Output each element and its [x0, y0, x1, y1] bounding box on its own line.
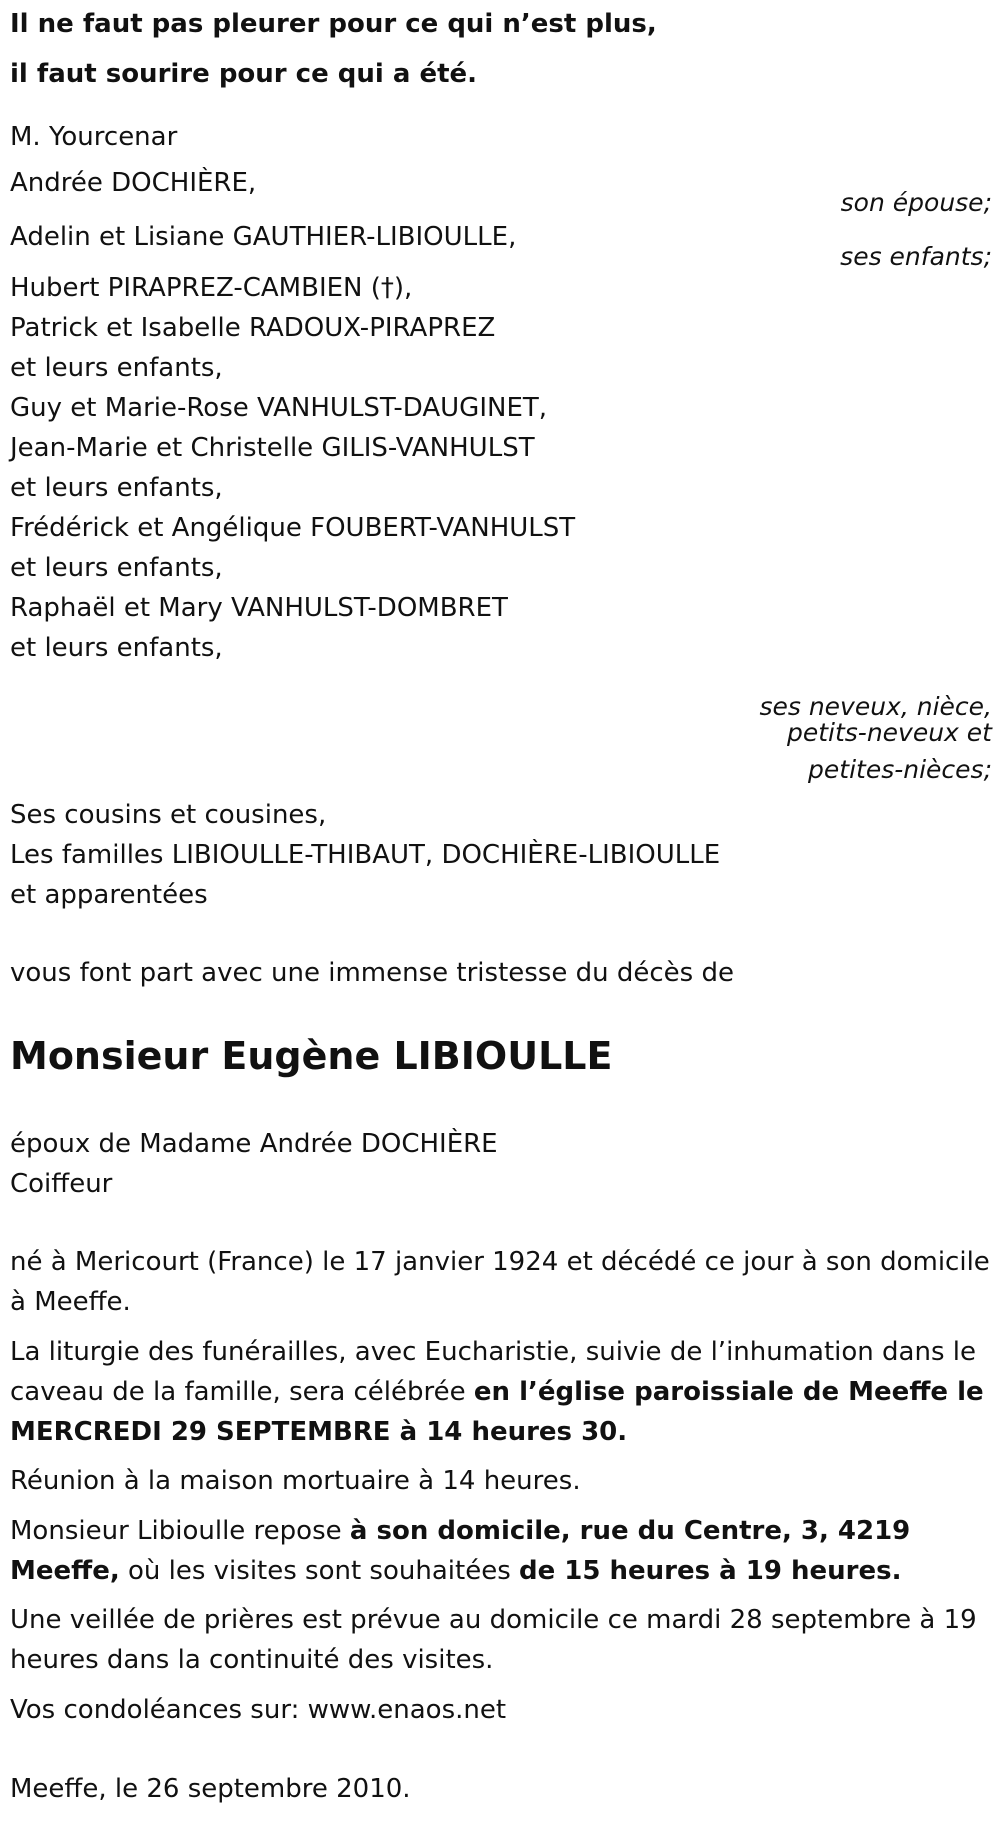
- nephews-role: [759, 694, 992, 746]
- nephews-role-line-3: petites-nièces;: [808, 755, 992, 784]
- reunion-text: Réunion à la maison mortuaire à 14 heures.: [10, 1466, 581, 1496]
- nephews-line: et leurs enfants,: [10, 553, 223, 583]
- nephews-line: et leurs enfants,: [10, 353, 223, 383]
- visit-paragraph: [10, 1511, 995, 1591]
- deceased-name: Monsieur Eugène LIBIOULLE: [10, 1034, 613, 1078]
- nephews-line: Hubert PIRAPREZ-CAMBIEN (†),: [10, 273, 413, 303]
- visit-hours: de 15 heures à 19 heures.: [519, 1556, 902, 1586]
- epigraph-line-1: Il ne faut pas pleurer pour ce qui n’est plus,: [10, 9, 657, 39]
- cousins-line: et apparentées: [10, 880, 208, 910]
- visit-text-2: où les visites sont souhaitées: [119, 1556, 519, 1586]
- nephews-line: et leurs enfants,: [10, 633, 223, 663]
- liturgy-church-time: en l’église paroissiale de Meeffe le MERCREDI 29 SEPTEMBRE à 14 heures 30.: [10, 1377, 984, 1447]
- nephews-role-line-1: ses neveux, nièce,: [759, 692, 992, 721]
- liturgy-text: La liturgie des funérailles, avec Eucharistie, suivie de l’inhumation dans le caveau de la famille, sera célébrée: [10, 1337, 976, 1407]
- nephews-line: Frédérick et Angélique FOUBERT-VANHULST: [10, 513, 576, 543]
- deceased-details: [10, 1124, 498, 1204]
- visit-address: à son domicile, rue du Centre, 3, 4219 Meeffe,: [10, 1516, 911, 1586]
- children-role: ses enfants;: [840, 242, 992, 271]
- nephews-list: [10, 268, 575, 668]
- spouse-role: son épouse;: [840, 188, 992, 217]
- nephews-line: et leurs enfants,: [10, 473, 223, 503]
- cousins-list: [10, 795, 720, 915]
- cousins-line: Les familles LIBIOULLE-THIBAUT, DOCHIÈRE-LIBIOULLE: [10, 840, 721, 870]
- spouse-name: Andrée DOCHIÈRE,: [10, 168, 257, 198]
- deceased-profession: Coiffeur: [10, 1169, 113, 1199]
- announcement-text: vous font part avec une immense tristesse du décès de: [10, 958, 734, 988]
- nephews-line: Raphaël et Mary VANHULST-DOMBRET: [10, 593, 508, 623]
- deceased-spouse-line: époux de Madame Andrée DOCHIÈRE: [10, 1129, 498, 1159]
- birth-text: né à Mericourt (France) le 17 janvier 1924 et décédé ce jour à son domicile à Meeffe.: [10, 1247, 990, 1317]
- nephews-role-line-2: petits-neveux et: [786, 718, 992, 747]
- birth-paragraph: [10, 1242, 995, 1322]
- nephews-line: Patrick et Isabelle RADOUX-PIRAPREZ: [10, 313, 496, 343]
- liturgy-paragraph: [10, 1332, 995, 1452]
- epigraph-line-2: il faut sourire pour ce qui a été.: [10, 59, 478, 89]
- visit-text-1: Monsieur Libioulle repose: [10, 1516, 350, 1546]
- children-name: Adelin et Lisiane GAUTHIER-LIBIOULLE,: [10, 222, 517, 252]
- nephews-line: Jean-Marie et Christelle GILIS-VANHULST: [10, 433, 535, 463]
- condolences-text: Vos condoléances sur: www.enaos.net: [10, 1695, 507, 1725]
- nephews-line: Guy et Marie-Rose VANHULST-DAUGINET,: [10, 393, 548, 423]
- vigil-paragraph: Une veillée de prières est prévue au domicile ce mardi 28 septembre à 19 heures dans la continuité des visites.: [10, 1605, 977, 1675]
- epigraph-author: M. Yourcenar: [10, 122, 178, 152]
- cousins-line: Ses cousins et cousines,: [10, 800, 327, 830]
- place-date: Meeffe, le 26 septembre 2010.: [10, 1774, 411, 1804]
